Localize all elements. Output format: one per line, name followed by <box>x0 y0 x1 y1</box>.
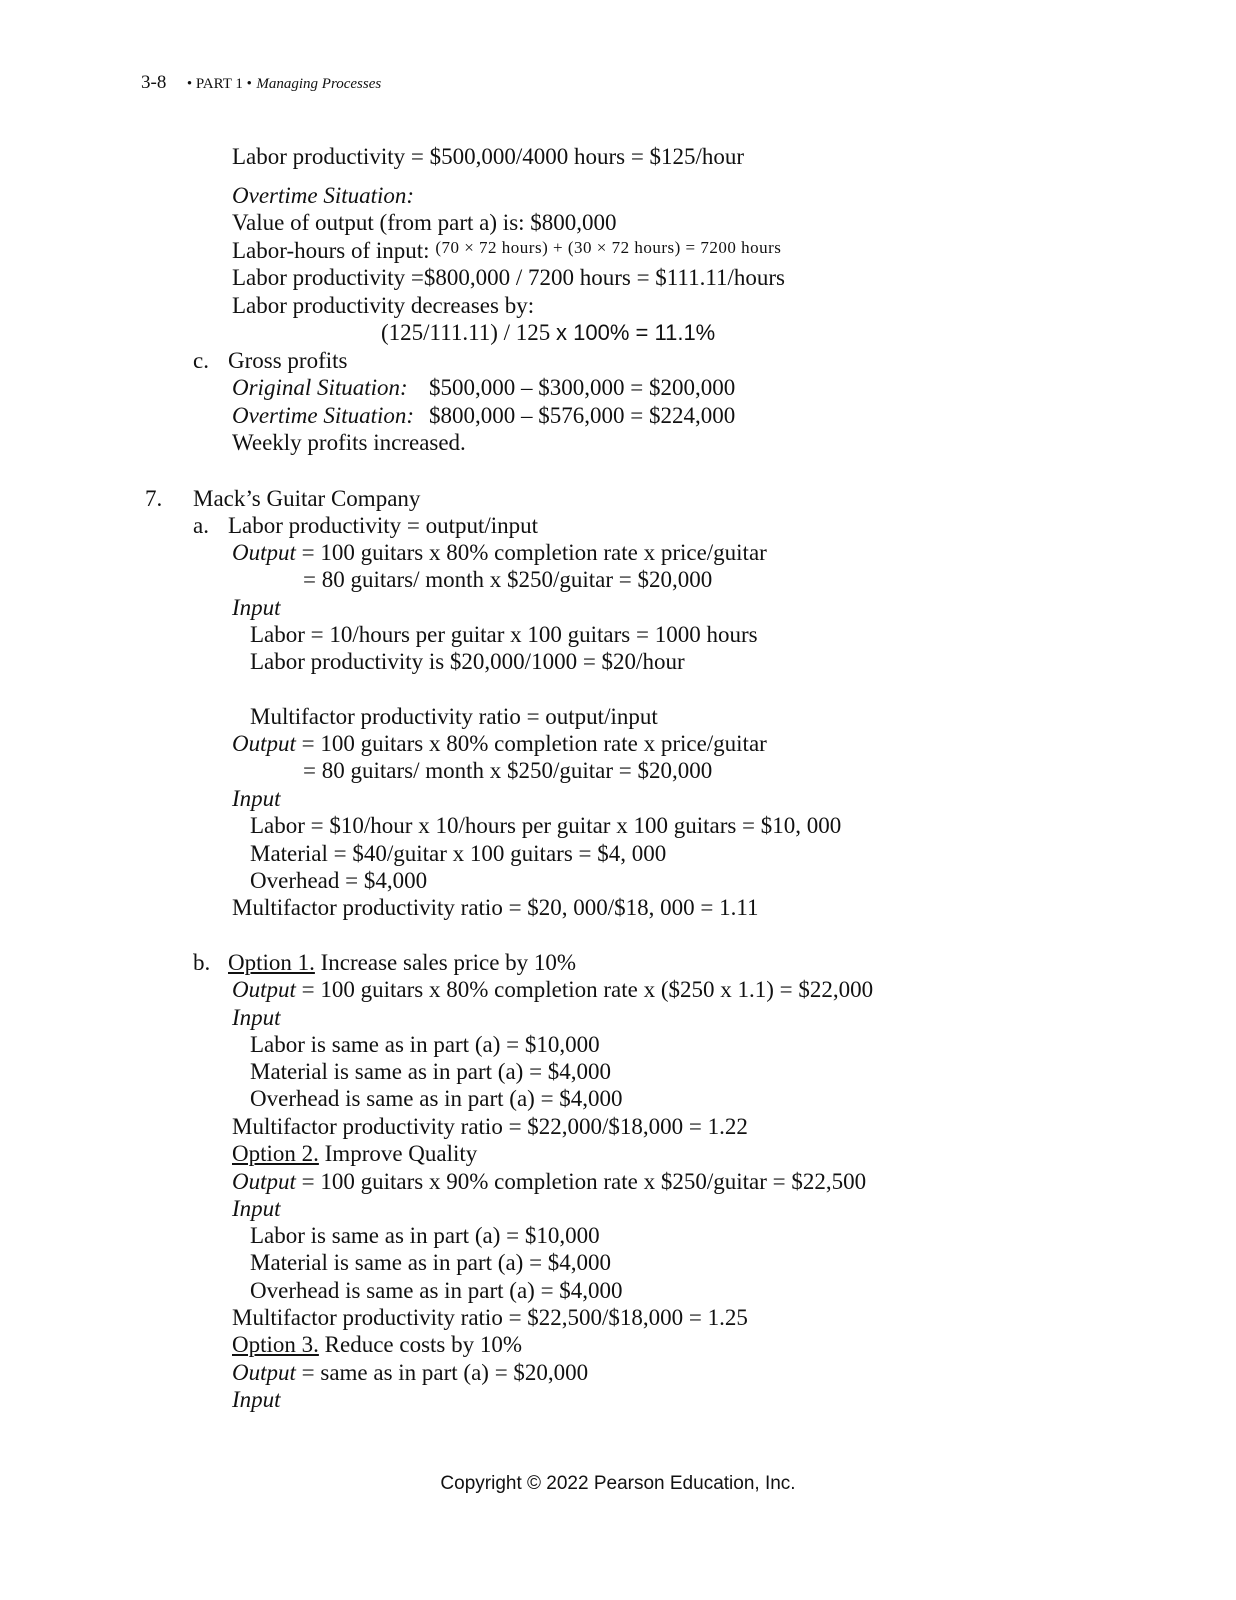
item-title: Gross profits <box>228 348 348 373</box>
list-item-a <box>193 512 538 540</box>
text-line: Material is same as in part (a) = $4,000 <box>250 1059 612 1084</box>
input-label: Input <box>232 1005 281 1030</box>
text-line: Multifactor productivity ratio = output/input <box>250 704 658 729</box>
text-line: Multifactor productivity ratio = $22,500/$18,000 = 1.25 <box>232 1305 748 1330</box>
text-line <box>232 1331 522 1359</box>
option-label: Option 2. <box>232 1141 319 1166</box>
text-line: Multifactor productivity ratio = $22,000/$18,000 = 1.22 <box>232 1114 748 1139</box>
text-line <box>232 1168 866 1196</box>
section-label: Original Situation: <box>232 375 408 400</box>
problem-number: 7. <box>145 486 163 511</box>
text-segment: Increase sales price by 10% <box>314 950 577 975</box>
list-marker: c. <box>193 348 209 373</box>
text-line: Labor productivity is $20,000/1000 = $20/hour <box>250 649 685 674</box>
text-segment: = same as in part (a) = $20,000 <box>295 1360 589 1385</box>
section-label: Overtime Situation: <box>232 183 415 208</box>
text-segment: = 100 guitars x 80% completion rate x ($250 x 1.1) = $22,000 <box>295 977 874 1002</box>
item-title: Labor productivity = output/input <box>228 513 539 538</box>
text-line: Labor = 10/hours per guitar x 100 guitars = 1000 hours <box>250 622 758 647</box>
text-line <box>232 730 767 758</box>
copyright-footer: Copyright © 2022 Pearson Education, Inc. <box>440 1473 796 1494</box>
page-number: 3-8 <box>141 72 167 93</box>
text-line: Labor productivity decreases by: <box>232 293 535 318</box>
text-segment: $500,000 – $300,000 = $200,000 <box>429 375 736 400</box>
text-segment: = 100 guitars x 90% completion rate x $250/guitar = $22,500 <box>295 1169 867 1194</box>
list-marker: a. <box>193 513 209 538</box>
text-line <box>232 237 781 267</box>
text-line: Multifactor productivity ratio = $20, 000/$18, 000 = 1.11 <box>232 895 759 920</box>
part-label: • PART 1 • <box>186 76 252 92</box>
output-label: Output <box>232 540 296 565</box>
text-segment: Reduce costs by 10% <box>318 1332 523 1357</box>
text-line: Labor is same as in part (a) = $10,000 <box>250 1223 600 1248</box>
text-line <box>232 1140 477 1168</box>
text-line <box>232 374 735 402</box>
problem-heading <box>145 485 420 513</box>
running-header <box>141 72 381 94</box>
option-label: Option 3. <box>232 1332 319 1357</box>
input-label: Input <box>232 1196 281 1221</box>
input-label: Input <box>232 1387 281 1412</box>
text-line: Labor productivity =$800,000 / 7200 hours = $111.11/hours <box>232 265 785 290</box>
output-label: Output <box>232 1169 296 1194</box>
text-line: Labor productivity = $500,000/4000 hours = $125/hour <box>232 144 745 169</box>
text-line: Overhead is same as in part (a) = $4,000 <box>250 1278 623 1303</box>
part-title: Managing Processes <box>256 76 382 92</box>
text-line: Overhead is same as in part (a) = $4,000 <box>250 1086 623 1111</box>
input-label: Input <box>232 595 281 620</box>
list-marker: b. <box>193 950 211 975</box>
text-line: Overhead = $4,000 <box>250 868 428 893</box>
text-segment: Improve Quality <box>318 1141 478 1166</box>
list-item-c <box>193 347 347 375</box>
text-line: Labor is same as in part (a) = $10,000 <box>250 1032 600 1057</box>
text-line <box>232 402 735 430</box>
math-expression: (70 × 72 hours) + (30 × 72 hours) = 7200 hours <box>435 238 782 257</box>
output-label: Output <box>232 1360 296 1385</box>
text-line: = 80 guitars/ month x $250/guitar = $20,000 <box>303 758 713 783</box>
text-line: Material = $40/guitar x 100 guitars = $4, 000 <box>250 841 667 866</box>
text-line: = 80 guitars/ month x $250/guitar = $20,000 <box>303 567 713 592</box>
option-label: Option 1. <box>228 950 315 975</box>
formula-line <box>381 319 715 347</box>
text-segment: $800,000 – $576,000 = $224,000 <box>429 403 736 428</box>
list-item-b <box>193 949 576 977</box>
text-segment: = 100 guitars x 80% completion rate x price/guitar <box>295 731 767 756</box>
text-segment: (125/111.11) / 125 <box>381 320 551 345</box>
text-segment: Labor-hours of input: <box>232 238 430 263</box>
problem-title: Mack’s Guitar Company <box>193 486 421 511</box>
text-line: Labor = $10/hour x 10/hours per guitar x 100 guitars = $10, 000 <box>250 813 842 838</box>
output-label: Output <box>232 731 296 756</box>
text-line: Material is same as in part (a) = $4,000 <box>250 1250 612 1275</box>
text-line <box>232 976 873 1004</box>
text-line: Value of output (from part a) is: $800,000 <box>232 210 617 235</box>
input-label: Input <box>232 786 281 811</box>
output-label: Output <box>232 977 296 1002</box>
text-line <box>232 1359 588 1387</box>
text-segment: x 100% = 11.1% <box>556 320 716 345</box>
text-line <box>232 539 767 567</box>
text-segment: = 100 guitars x 80% completion rate x price/guitar <box>295 540 767 565</box>
text-line: Weekly profits increased. <box>232 430 466 455</box>
section-label: Overtime Situation: <box>232 403 415 428</box>
